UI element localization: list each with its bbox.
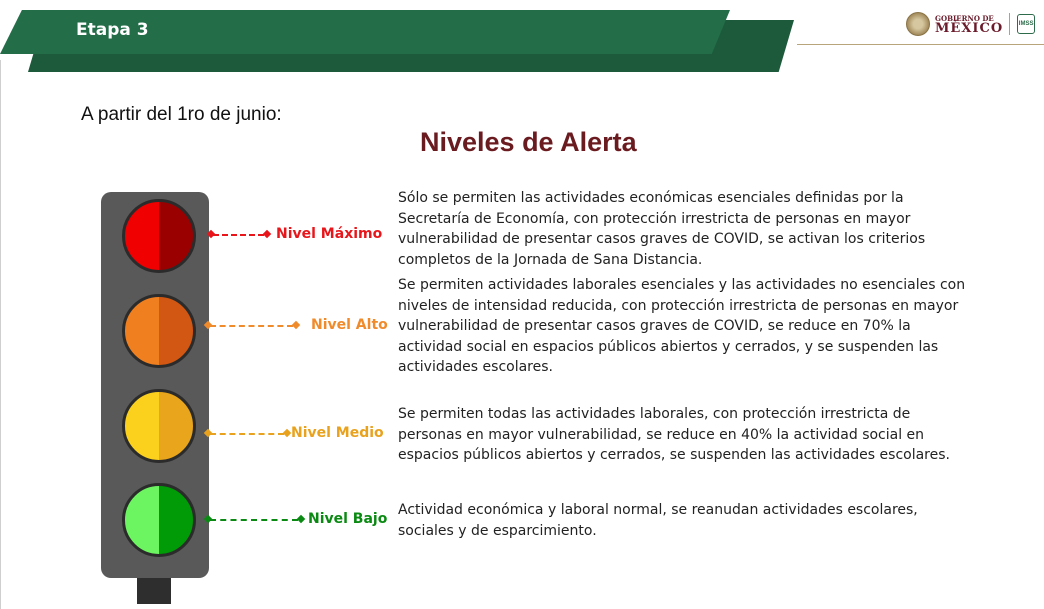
yellow-light-icon	[122, 389, 196, 463]
connector-end-yellow	[283, 429, 291, 437]
red-light-icon	[122, 199, 196, 273]
left-border-line	[0, 60, 1, 609]
logo-separator	[1009, 13, 1010, 35]
level-description-maximo: Sólo se permiten las actividades económicas esenciales definidas por la Secretaría de Economía, con protección irrestricta de personas en mayor vulnerabilidad de presentar casos graves de COVID, se activan los criterios completos de la Jornada de Sana Distancia.	[398, 190, 926, 268]
orange-light-icon	[122, 294, 196, 368]
logo-line2: MÉXICO	[935, 21, 1004, 36]
intro-text: A partir del 1ro de junio:	[81, 104, 282, 125]
connector-end-red	[263, 230, 271, 238]
connector-line-green	[210, 519, 298, 521]
level-label-medio: Nivel Medio	[291, 425, 384, 441]
connector-line-yellow	[210, 433, 284, 435]
logo-line1: GOBIERNO DE	[935, 14, 994, 23]
connector-end-orange	[292, 321, 300, 329]
level-description-medio: Se permiten todas las actividades laborales, con protección irrestricta de personas en mayor vulnerabilidad, se reduce en 40% la actividad social en espacios públicos abiertos y cerrados, se suspenden las actividades escolares.	[398, 406, 950, 463]
connector-end-green	[297, 515, 305, 523]
connector-line-orange	[210, 325, 293, 327]
level-label-alto: Nivel Alto	[311, 317, 388, 333]
logo-underline	[797, 44, 1044, 45]
stage-title: Etapa 3	[76, 20, 149, 40]
gobierno-mexico-logo	[906, 10, 1036, 38]
level-description-alto: Se permiten actividades laborales esenciales y las actividades no esenciales con niveles de intensidad reducida, con protección irrestricta de personas en mayor vulnerabilidad de presentar casos graves de COVID, se reduce en 70% la actividad social en espacios públicos abiertos y cerrados, y se suspenden las actividades escolares.	[398, 277, 966, 375]
imss-logo-icon: IMSS	[1017, 14, 1035, 34]
page-title: Niveles de Alerta	[420, 127, 637, 157]
level-description-bajo: Actividad económica y laboral normal, se reanudan actividades escolares, sociales y de esparcimiento.	[398, 502, 918, 539]
green-light-icon	[122, 483, 196, 557]
level-label-maximo: Nivel Máximo	[276, 226, 383, 242]
level-label-bajo: Nivel Bajo	[308, 511, 388, 527]
national-seal-icon	[906, 12, 930, 36]
connector-line-red	[213, 234, 264, 236]
